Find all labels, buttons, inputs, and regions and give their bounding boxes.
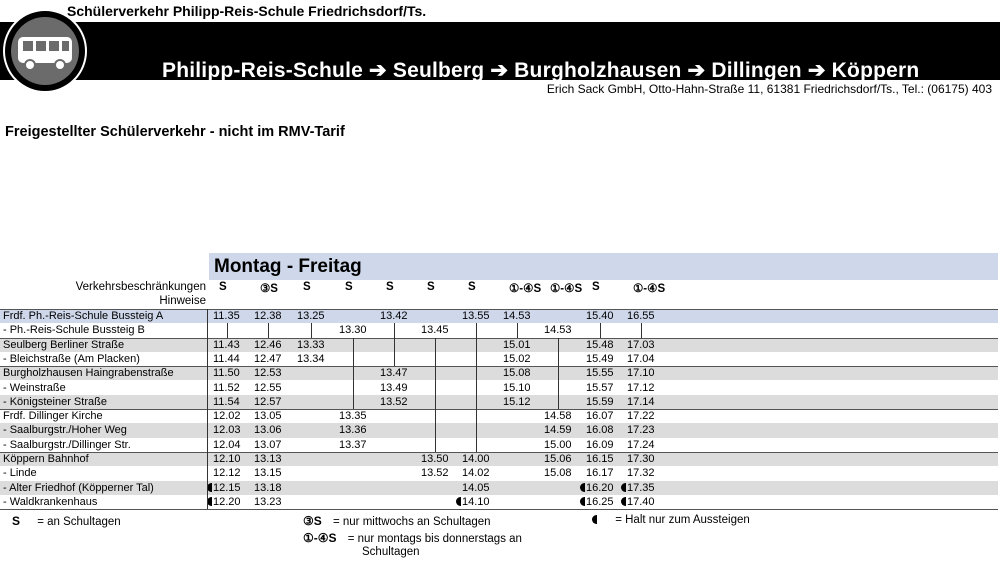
time-cell: 17.40 — [621, 496, 655, 508]
time-cell: 13.36 — [339, 424, 367, 437]
legend-halt — [592, 514, 750, 526]
time-cell: 11.35 — [213, 310, 240, 322]
half-circle-icon — [621, 483, 626, 492]
time-cell: 15.40 — [586, 310, 614, 322]
restriction-cell: S — [219, 281, 227, 293]
restriction-cell: S — [468, 281, 476, 293]
pass-through-line — [558, 338, 559, 410]
time-cell: 15.01 — [503, 338, 531, 351]
time-cell: 13.25 — [297, 310, 325, 322]
restriction-cell: S — [303, 281, 311, 293]
legend-mt-symbol: ①-④S — [303, 531, 337, 545]
row-separator — [0, 409, 998, 410]
time-cell: 13.35 — [339, 410, 367, 423]
time-cell: 12.53 — [254, 367, 282, 380]
stop-name: Frdf. Dillinger Kirche — [3, 410, 103, 423]
legend-wed — [303, 514, 491, 528]
time-cell: 15.57 — [586, 381, 614, 394]
time-cell: 12.10 — [213, 453, 241, 465]
stop-name: - Weinstraße — [3, 381, 66, 394]
time-cell: 16.20 — [580, 482, 614, 494]
pass-through-line — [353, 338, 354, 410]
restriction-cell: ①-④S — [633, 283, 666, 295]
pass-through-line — [394, 323, 395, 366]
row-highlight — [0, 452, 998, 466]
time-cell: 12.47 — [254, 352, 282, 365]
time-cell: 12.15 — [207, 482, 241, 494]
time-cell: 13.33 — [297, 338, 325, 351]
stop-name: Köppern Bahnhof — [3, 453, 89, 465]
time-cell: 11.44 — [213, 352, 240, 365]
stop-name: - Saalburgstr./Dillinger Str. — [3, 438, 131, 451]
legend-s — [12, 514, 121, 528]
route-banner — [0, 22, 1000, 80]
legend-wed-text: = nur mittwochs an Schultagen — [332, 516, 491, 528]
stop-name: Frdf. Ph.-Reis-Schule Bussteig A — [3, 310, 164, 322]
row-highlight — [0, 338, 998, 352]
time-cell: 12.57 — [254, 395, 282, 408]
row-separator — [0, 509, 998, 510]
time-cell: 14.53 — [503, 310, 531, 322]
time-cell: 16.09 — [586, 438, 614, 451]
time-cell: 14.10 — [456, 496, 490, 508]
pass-through-line — [268, 323, 269, 337]
time-cell: 14.05 — [462, 481, 490, 494]
time-cell: 13.49 — [380, 381, 408, 394]
time-cell: 13.45 — [421, 324, 449, 337]
company-address: Erich Sack GmbH, Otto-Hahn-Straße 11, 61381 Friedrichsdorf/Ts., Tel.: (06175) 403 — [546, 82, 992, 96]
time-cell: 13.23 — [254, 495, 282, 508]
time-cell: 13.07 — [254, 438, 282, 451]
half-circle-icon — [580, 497, 585, 506]
column-divider — [207, 309, 208, 509]
time-cell: 15.08 — [544, 467, 572, 480]
time-cell: 17.35 — [621, 482, 655, 494]
time-cell: 13.42 — [380, 310, 408, 322]
time-cell: 12.38 — [254, 310, 282, 322]
page-subtitle: Freigestellter Schülerverkehr - nicht im RMV-Tarif — [5, 124, 345, 140]
time-cell: 16.25 — [580, 496, 614, 508]
time-cell: 13.18 — [254, 481, 282, 494]
pass-through-line — [227, 323, 228, 337]
time-cell: 17.04 — [627, 352, 655, 365]
time-cell: 16.07 — [586, 410, 614, 423]
legend-s-symbol: S — [12, 514, 21, 528]
time-cell: 17.14 — [627, 395, 655, 408]
restriction-cell: S — [427, 281, 435, 293]
time-cell: 17.23 — [627, 424, 655, 437]
time-cell: 13.34 — [297, 352, 325, 365]
time-cell: 11.50 — [213, 367, 240, 380]
time-cell: 13.55 — [462, 310, 490, 322]
row-highlight — [0, 423, 998, 437]
time-cell: 17.22 — [627, 410, 655, 423]
time-cell: 17.24 — [627, 438, 655, 451]
time-cell: 17.12 — [627, 381, 655, 394]
route-title: Philipp-Reis-Schule ➔ Seulberg ➔ Burgholzhausen ➔ Dillingen ➔ Köppern — [162, 59, 920, 82]
time-cell: 12.02 — [213, 410, 241, 423]
time-cell: 17.03 — [627, 338, 655, 351]
time-cell: 14.58 — [544, 410, 572, 423]
time-cell: 14.02 — [462, 467, 490, 480]
pass-through-line — [641, 323, 642, 337]
row-highlight — [0, 395, 998, 409]
time-cell: 12.12 — [213, 467, 241, 480]
stop-name: - Ph.-Reis-Schule Bussteig B — [3, 324, 145, 337]
pass-through-line — [600, 323, 601, 337]
pass-through-line — [435, 338, 436, 452]
row-separator — [0, 452, 998, 453]
time-cell: 15.02 — [503, 352, 531, 365]
time-cell: 13.50 — [421, 453, 449, 465]
time-cell: 11.52 — [213, 381, 240, 394]
day-heading — [209, 253, 998, 280]
time-cell: 13.06 — [254, 424, 282, 437]
time-cell: 13.30 — [339, 324, 367, 337]
time-cell: 16.17 — [586, 467, 614, 480]
restriction-cell: ①-④S — [509, 283, 542, 295]
time-cell: 13.47 — [380, 367, 408, 380]
time-cell: 14.59 — [544, 424, 572, 437]
time-cell: 11.54 — [213, 395, 240, 408]
time-cell: 13.37 — [339, 438, 367, 451]
time-cell: 17.32 — [627, 467, 655, 480]
time-cell: 17.30 — [627, 453, 655, 465]
pass-through-line — [311, 323, 312, 337]
time-cell: 13.52 — [421, 467, 449, 480]
pass-through-line — [517, 323, 518, 337]
day-heading-label: Montag - Freitag — [214, 256, 362, 277]
time-cell: 13.52 — [380, 395, 408, 408]
restriction-cell: ③S — [260, 283, 278, 295]
bus-icon — [3, 9, 87, 93]
stop-name: Seulberg Berliner Straße — [3, 338, 125, 351]
time-cell: 16.55 — [627, 310, 655, 322]
time-cell: 14.00 — [462, 453, 490, 465]
time-cell: 15.48 — [586, 338, 614, 351]
time-cell: 11.43 — [213, 338, 240, 351]
document-topline: Schülerverkehr Philipp-Reis-Schule Friedrichsdorf/Ts. — [67, 3, 427, 19]
time-cell: 12.46 — [254, 338, 282, 351]
half-circle-icon — [580, 483, 585, 492]
restriction-cell: S — [592, 281, 600, 293]
restriction-cell: S — [345, 281, 353, 293]
time-cell: 17.10 — [627, 367, 655, 380]
time-cell: 16.15 — [586, 453, 614, 465]
time-cell: 14.53 — [544, 324, 572, 337]
row-separator — [0, 338, 998, 339]
half-circle-icon — [621, 497, 626, 506]
restriction-cell: S — [386, 281, 394, 293]
time-cell: 13.15 — [254, 467, 282, 480]
time-cell: 15.06 — [544, 453, 572, 465]
pass-through-line — [476, 323, 477, 452]
legend-wed-symbol: ③S — [303, 514, 322, 528]
legend-s-text: = an Schultagen — [37, 516, 121, 528]
time-cell: 12.20 — [207, 496, 241, 508]
time-cell: 15.12 — [503, 395, 531, 408]
stop-name: - Waldkrankenhaus — [3, 495, 98, 508]
time-cell: 15.10 — [503, 381, 531, 394]
time-cell: 15.55 — [586, 367, 614, 380]
legend-mt-text-2: Schultagen — [362, 546, 420, 558]
stop-name: Burgholzhausen Haingrabenstraße — [3, 367, 174, 380]
time-cell: 16.08 — [586, 424, 614, 437]
stop-name: - Saalburgstr./Hoher Weg — [3, 424, 127, 437]
time-cell: 12.04 — [213, 438, 241, 451]
stop-name: - Linde — [3, 467, 37, 480]
half-circle-icon — [456, 497, 461, 506]
half-circle-icon — [592, 515, 597, 524]
legend-mt-text: = nur montags bis donnerstags an — [347, 533, 522, 545]
time-cell: 15.00 — [544, 438, 572, 451]
legend-halt-text: = Halt nur zum Aussteigen — [615, 514, 750, 526]
time-cell: 12.55 — [254, 381, 282, 394]
time-cell: 15.08 — [503, 367, 531, 380]
stop-name: - Alter Friedhof (Köpperner Tal) — [3, 481, 154, 494]
restriction-cell: ①-④S — [550, 283, 583, 295]
hinweise-label: Hinweise — [159, 295, 206, 307]
time-cell: 15.49 — [586, 352, 614, 365]
time-cell: 15.59 — [586, 395, 614, 408]
legend-mt — [303, 531, 522, 545]
time-cell: 12.03 — [213, 424, 241, 437]
stop-name: - Königsteiner Straße — [3, 395, 107, 408]
time-cell: 13.13 — [254, 453, 282, 465]
restrictions-label: Verkehrsbeschränkungen — [75, 281, 206, 293]
stop-name: - Bleichstraße (Am Placken) — [3, 352, 140, 365]
time-cell: 13.05 — [254, 410, 282, 423]
